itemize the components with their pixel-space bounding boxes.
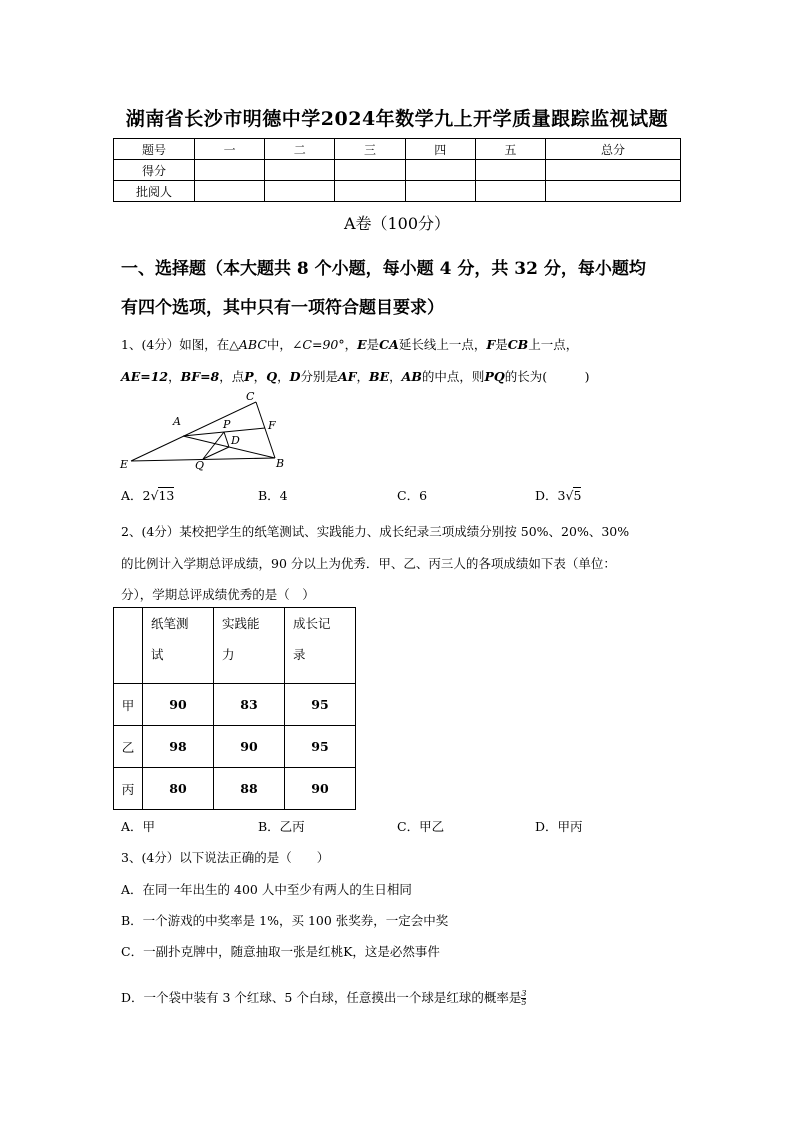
score-cell[interactable] — [546, 160, 681, 181]
radicand: 5 — [573, 488, 582, 503]
text: 2 — [142, 488, 151, 503]
table-row — [114, 608, 356, 684]
score-cell[interactable] — [195, 160, 265, 181]
table-cell: 90 — [285, 768, 356, 810]
score-table — [113, 138, 681, 202]
text: 延长线上一点， — [398, 337, 487, 352]
denominator: 5 — [521, 998, 527, 1007]
label-E: E — [120, 458, 129, 471]
table-cell: 90 — [143, 684, 214, 726]
table-cell: 83 — [214, 684, 285, 726]
score-cell[interactable] — [265, 160, 335, 181]
q1-line1 — [121, 335, 578, 353]
math: PQ — [484, 369, 505, 384]
math: ∠C=90° — [291, 337, 345, 352]
line-EC — [131, 402, 256, 461]
text: ， — [389, 369, 402, 384]
score-cell[interactable] — [335, 160, 405, 181]
label-B: B — [276, 457, 285, 470]
text: ， — [168, 369, 181, 384]
text: 力 — [222, 647, 235, 662]
text: ， — [253, 369, 267, 384]
math: CB — [507, 337, 529, 352]
grader-cell[interactable] — [546, 181, 681, 202]
table-row — [114, 160, 681, 181]
table-cell: 88 — [214, 768, 285, 810]
math: △ABC — [229, 337, 267, 352]
q2-line3: 分），学期总评成绩优秀的是（ ） — [121, 587, 315, 602]
part1-heading-line2: 有四个选项，其中只有一项符合题目要求） — [121, 298, 444, 318]
score-cell[interactable] — [405, 160, 475, 181]
math: AE=12 — [121, 369, 169, 384]
text: 录 — [293, 647, 306, 662]
student-name-cell: 甲 — [114, 684, 143, 726]
q2-option-b[interactable]: B．乙丙 — [258, 819, 305, 834]
q3-option-c[interactable]: C．一副扑克牌中，随意抽取一张是红桃K，这是必然事件 — [121, 944, 440, 959]
text: 实践能 — [222, 616, 260, 631]
text: ， — [344, 337, 358, 352]
table-cell: 题号 — [114, 139, 195, 160]
page-title: 湖南省长沙市明德中学2024年数学九上开学质量跟踪监视试题 — [125, 108, 669, 130]
table-corner-cell — [114, 608, 143, 684]
math: AB — [401, 369, 422, 384]
label-P: P — [223, 418, 231, 431]
math: BE — [369, 369, 390, 384]
text: 上一点， — [528, 337, 579, 352]
math: D — [289, 369, 301, 384]
q1-option-b[interactable]: B．4 — [258, 488, 288, 503]
q3-option-b[interactable]: B．一个游戏的中奖率是 1%，买 100 张奖券，一定会中奖 — [121, 913, 449, 928]
text: 成长记 — [293, 616, 331, 631]
math: CA — [379, 337, 399, 352]
q1-option-c[interactable]: C．6 — [397, 488, 428, 503]
fraction — [521, 990, 526, 1007]
text: 试 — [151, 647, 164, 662]
grader-cell[interactable] — [405, 181, 475, 202]
text: 中， — [266, 337, 292, 352]
math: BF=8 — [180, 369, 220, 384]
line-PD — [224, 432, 229, 447]
math: AF — [337, 369, 357, 384]
text: D．一个袋中装有 3 个红球、5 个白球，任意摸出一个球是红球的概率是 — [121, 990, 522, 1005]
sqrt-symbol: √ — [150, 488, 159, 503]
grader-cell[interactable] — [195, 181, 265, 202]
table-row — [114, 139, 681, 160]
table-cell: 四 — [405, 139, 475, 160]
text: ， — [356, 369, 370, 384]
grader-cell[interactable] — [265, 181, 335, 202]
table-row — [114, 684, 356, 726]
label-C: C — [246, 390, 255, 403]
table-cell: 98 — [143, 726, 214, 768]
label-Q: Q — [195, 459, 205, 472]
table-cell: 批阅人 — [114, 181, 195, 202]
table-cell: 一 — [195, 139, 265, 160]
q1-option-d[interactable] — [535, 486, 581, 504]
math: Q — [266, 369, 278, 384]
q3-option-d[interactable] — [121, 988, 526, 1007]
section-a-heading: A卷（100分） — [343, 214, 451, 233]
q3-option-a[interactable]: A．在同一年出生的 400 人中至少有两人的生日相同 — [121, 882, 412, 897]
q3-stem: 3、(4分）以下说法正确的是（ ） — [121, 850, 330, 865]
part1-heading-line1: 一、选择题（本大题共 8 个小题，每小题 4 分，共 32 分，每小题均 — [121, 259, 646, 279]
text: 3 — [557, 488, 566, 503]
text: 的长为( ) — [504, 369, 590, 384]
math: E — [357, 337, 367, 352]
text: A． — [121, 488, 143, 503]
student-name-cell: 丙 — [114, 768, 143, 810]
label-D: D — [231, 434, 240, 447]
q2-option-a[interactable]: A．甲 — [121, 819, 156, 834]
table-row — [114, 181, 681, 202]
table-cell: 90 — [214, 726, 285, 768]
table-cell: 二 — [265, 139, 335, 160]
q2-grades-table — [113, 607, 356, 810]
text: 分别是 — [300, 369, 338, 384]
grader-cell[interactable] — [335, 181, 405, 202]
text: ，点 — [219, 369, 245, 384]
q1-option-a[interactable] — [121, 486, 174, 504]
radicand: 13 — [158, 488, 175, 503]
table-cell: 三 — [335, 139, 405, 160]
text: 是 — [495, 337, 508, 352]
text: 1、(4分）如图，在 — [121, 337, 230, 352]
table-cell: 五 — [475, 139, 545, 160]
label-F: F — [268, 419, 276, 432]
table-cell: 95 — [285, 684, 356, 726]
q1-line2 — [121, 367, 590, 385]
q2-line2: 的比例计入学期总评成绩，90 分以上为优秀．甲、乙、丙三人的各项成绩如下表（单位： — [121, 556, 616, 571]
text: D． — [535, 488, 558, 503]
table-header-cell — [143, 608, 214, 684]
sqrt-symbol: √ — [565, 488, 574, 503]
q2-line1: 2、(4分）某校把学生的纸笔测试、实践能力、成长纪录三项成绩分别按 50%、20%、30% — [121, 524, 630, 539]
text: 是 — [366, 337, 380, 352]
table-cell: 得分 — [114, 160, 195, 181]
text: 纸笔测 — [151, 616, 189, 631]
table-row — [114, 768, 356, 810]
table-cell: 80 — [143, 768, 214, 810]
q2-option-d[interactable]: D．甲丙 — [535, 819, 583, 834]
grader-cell[interactable] — [475, 181, 545, 202]
table-header-cell — [214, 608, 285, 684]
math: P — [244, 369, 254, 384]
label-A: A — [173, 415, 181, 428]
line-QD — [203, 447, 229, 459]
table-cell: 95 — [285, 726, 356, 768]
numerator: 3 — [521, 989, 527, 998]
q1-geometry-figure — [113, 388, 288, 473]
table-row — [114, 726, 356, 768]
text: ， — [277, 369, 290, 384]
score-cell[interactable] — [475, 160, 545, 181]
math: F — [486, 337, 496, 352]
text: 的中点，则 — [421, 369, 485, 384]
student-name-cell: 乙 — [114, 726, 143, 768]
table-cell: 总分 — [546, 139, 681, 160]
q2-option-c[interactable]: C．甲乙 — [397, 819, 445, 834]
table-header-cell — [285, 608, 356, 684]
